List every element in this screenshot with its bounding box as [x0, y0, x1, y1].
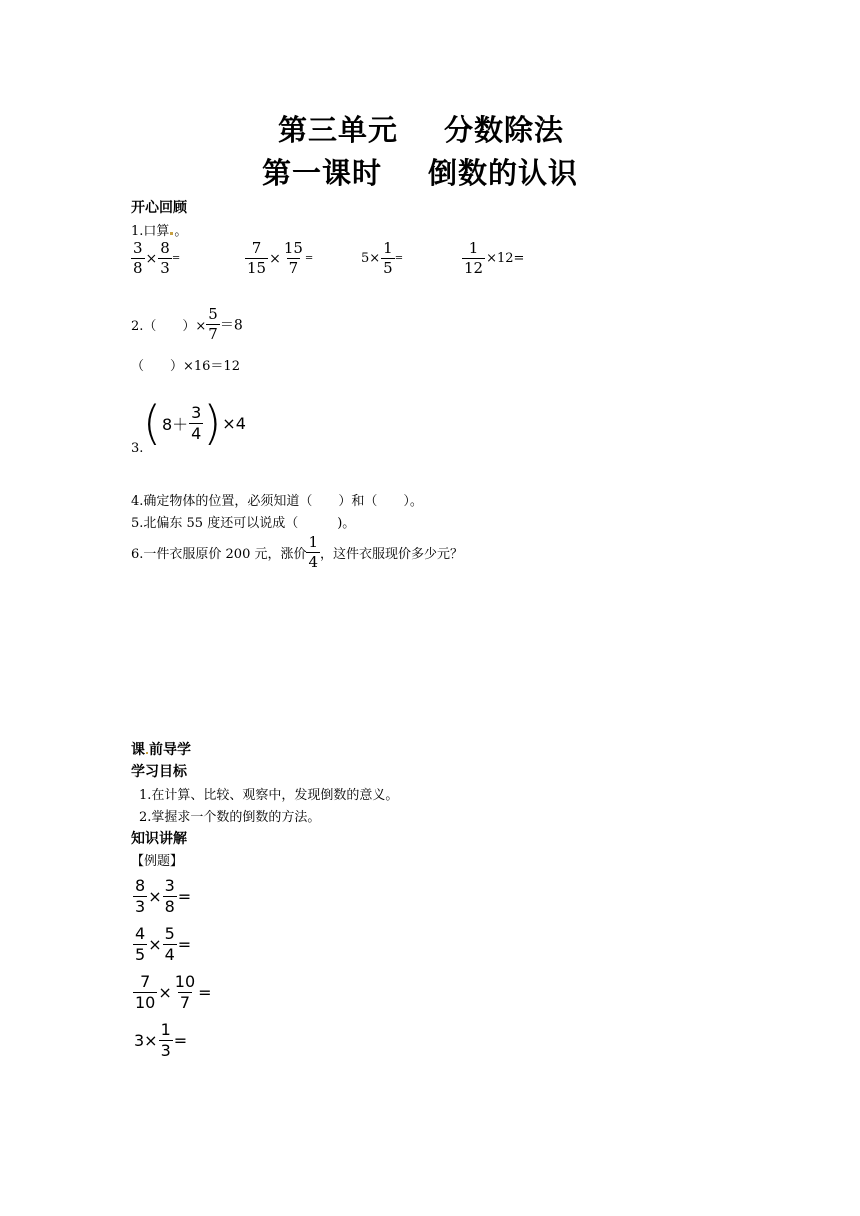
fraction: $\frac{8}{3}$ [160, 239, 170, 277]
question-2: 2.（ ）× $\frac{5}{7}$ ＝8 [131, 305, 243, 343]
q1-item-2: $\frac{7}{15}$ × $\frac{15}{7}$ = [247, 239, 314, 277]
q1-item-1: $\frac{3}{8}$ × $\frac{8}{3}$ = [133, 239, 181, 277]
question-1-label: 1.口算 [131, 224, 170, 239]
fraction: $\frac{7}{15}$ [247, 239, 267, 277]
fraction: $\frac{4}{5}$ [135, 924, 146, 964]
review-heading: 开心回顾 [131, 200, 187, 216]
fraction: $\frac{1}{4}$ [308, 533, 319, 571]
q1-item-3: 5× $\frac{1}{5}$ = [361, 239, 404, 277]
fraction: $\frac{3}{8}$ [164, 876, 175, 916]
fraction: $\frac{7}{10}$ [135, 972, 156, 1012]
lesson-title [262, 151, 578, 192]
question-3-label: 3. [131, 441, 144, 456]
fraction: $\frac{1}{3}$ [160, 1020, 171, 1060]
fraction: $\frac{1}{5}$ [383, 239, 393, 277]
example-3: $\frac{7}{10}$ × $\frac{10}{7}$ = [135, 972, 212, 1012]
q1-item-4: $\frac{1}{12}$ ×12= [464, 239, 525, 277]
question-1 [131, 220, 187, 239]
question-1-suffix: 。 [174, 224, 188, 239]
question-6: 6.一件衣服原价 200 元，涨价 $\frac{1}{4}$ ，这件衣服现价多少元？ [131, 533, 464, 571]
unit-label: 第三单元 [278, 113, 399, 147]
unit-name: 分数除法 [444, 113, 565, 147]
fraction: $\frac{1}{12}$ [464, 239, 484, 277]
example-1: $\frac{8}{3}$ × $\frac{3}{8}$ = [135, 876, 192, 916]
fraction: $\frac{10}{7}$ [174, 972, 196, 1012]
goal-item: 1.在计算、比较、观察中，发现倒数的意义。 [139, 788, 399, 803]
preview-heading: 课 前导学 [131, 742, 191, 758]
lesson-label: 第一课时 [262, 156, 383, 190]
question-3-expression: (8＋ $\frac{3}{4}$ )×4 [143, 396, 246, 450]
question-5: 5.北偏东 55 度还可以说成（ )。 [131, 516, 356, 531]
highlight-mark [170, 232, 173, 235]
fraction: $\frac{15}{7}$ [283, 239, 303, 277]
fraction: $\frac{5}{4}$ [164, 924, 175, 964]
knowledge-heading: 知识讲解 [131, 831, 187, 847]
highlight-mark [146, 752, 148, 754]
example-label: 【例题】 [131, 854, 184, 869]
question-4: 4.确定物体的位置，必须知道（ ）和（ ）。 [131, 494, 423, 509]
unit-title [278, 108, 564, 149]
learning-goals-heading: 学习目标 [131, 764, 187, 780]
fraction: $\frac{3}{4}$ [191, 402, 202, 443]
question-2b: （ ）×16＝12 [131, 359, 240, 374]
lesson-name: 倒数的认识 [428, 156, 579, 190]
fraction: $\frac{5}{7}$ [208, 305, 218, 343]
fraction: $\frac{3}{8}$ [133, 239, 143, 277]
example-2: $\frac{4}{5}$ × $\frac{5}{4}$ = [135, 924, 192, 964]
fraction: $\frac{8}{3}$ [135, 876, 146, 916]
example-4: 3× $\frac{1}{3}$ = [134, 1020, 188, 1060]
goal-item: 2.掌握求一个数的倒数的方法。 [139, 810, 321, 825]
